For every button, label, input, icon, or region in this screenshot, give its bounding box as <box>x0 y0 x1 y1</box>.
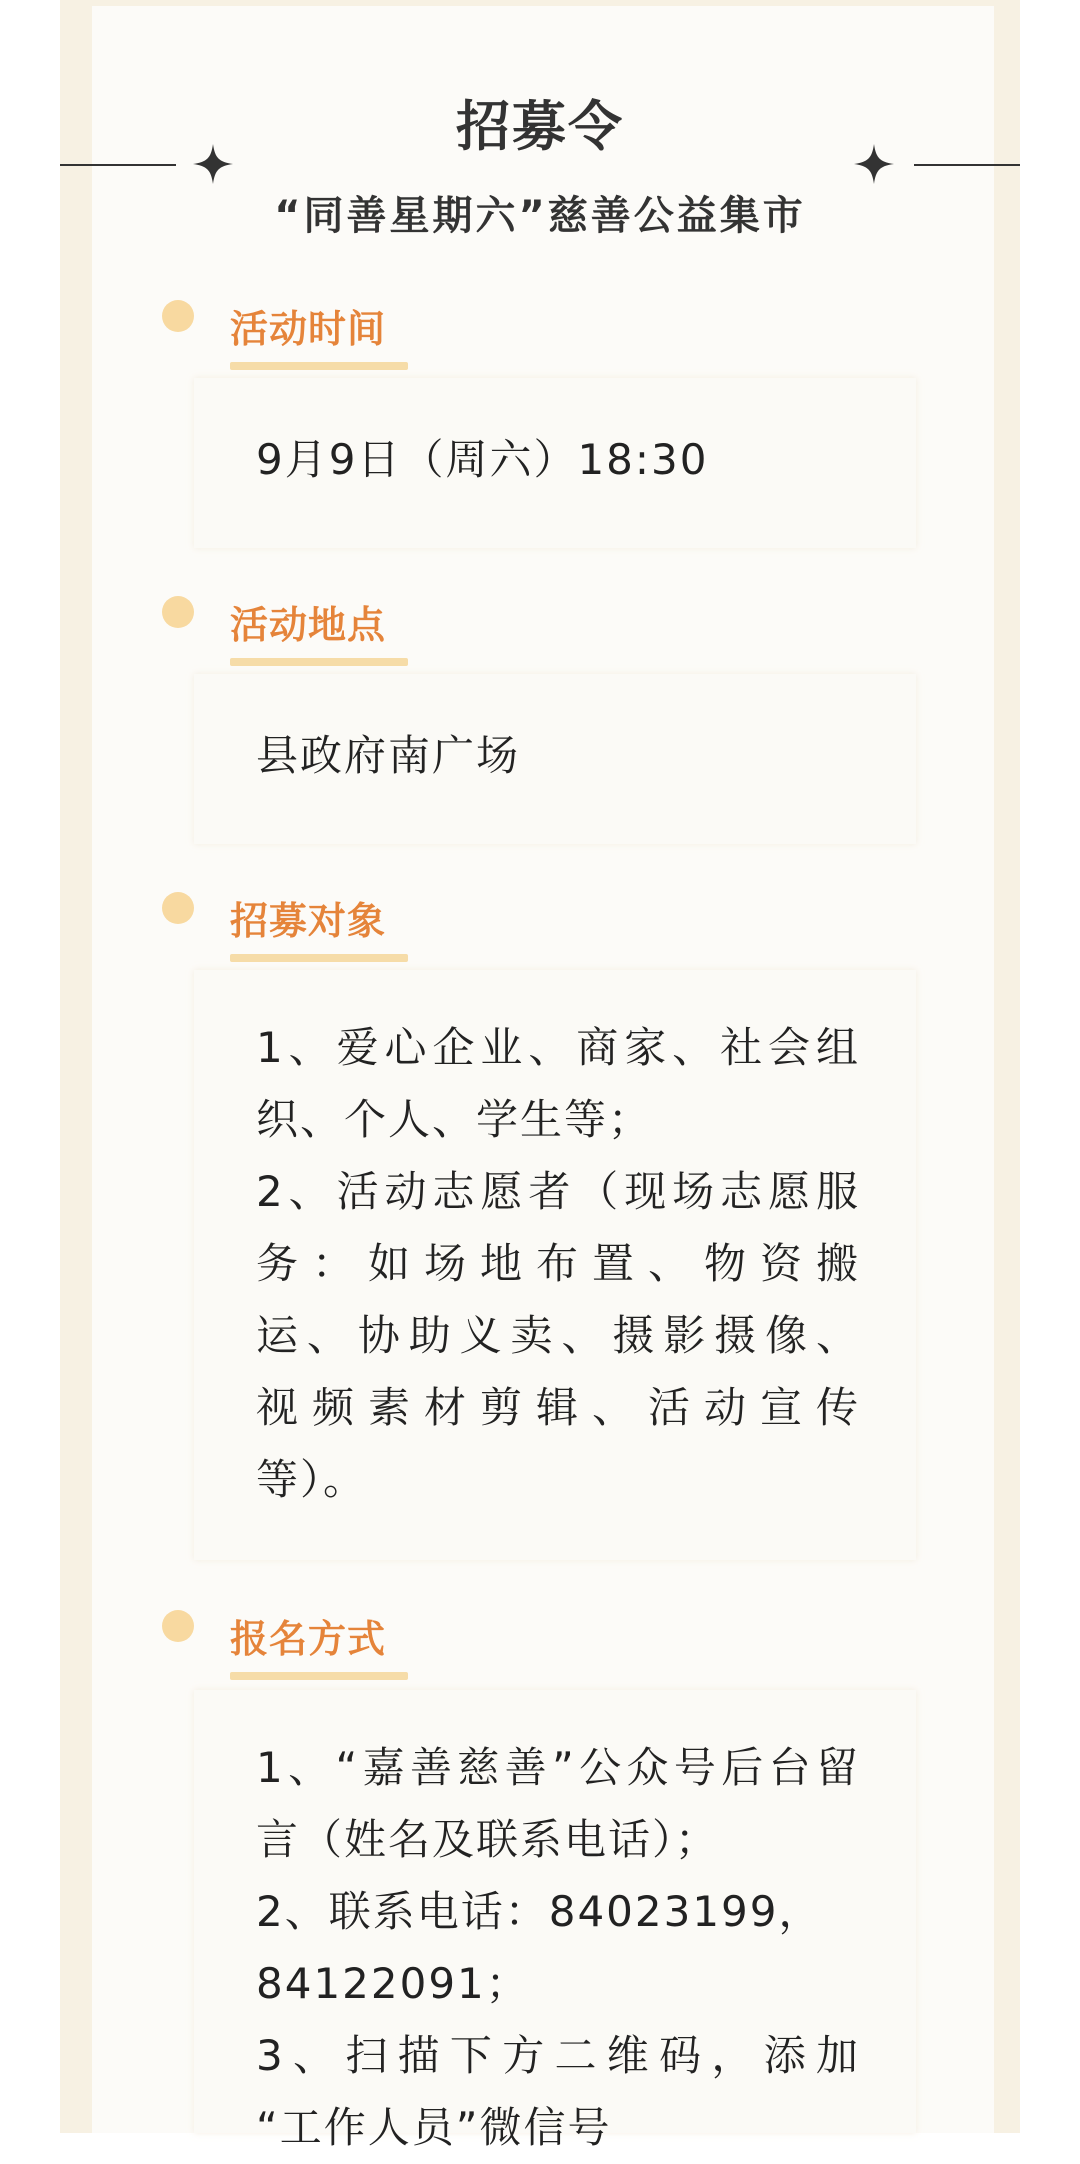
heading-underline <box>230 954 408 962</box>
content-line: 视频素材剪辑、活动宣传 <box>256 1383 860 1432</box>
section-content <box>256 1012 860 1516</box>
content-line: 织、个人、学生等； <box>256 1095 653 1144</box>
content-line: 言（姓名及联系电话）； <box>256 1815 720 1864</box>
content-line: 务：如场地布置、物资搬 <box>256 1239 860 1288</box>
heading-underline <box>230 658 408 666</box>
dot-icon <box>162 892 194 924</box>
dot-icon <box>162 596 194 628</box>
content-line: 2、联系电话：84023199， <box>256 1887 823 1936</box>
content-line: 3、扫描下方二维码，添加 <box>256 2031 860 2080</box>
content-line: 等）。 <box>256 1455 368 1504</box>
section-heading: 活动地点 <box>230 603 387 647</box>
content-line: 9月9日（周六）18:30 <box>256 435 709 484</box>
content-line: 运、协助义卖、摄影摄像、 <box>256 1311 860 1360</box>
section-heading: 招募对象 <box>230 899 387 943</box>
section-heading: 活动时间 <box>230 307 387 351</box>
page-subtitle: “同善星期六”慈善公益集市 <box>274 193 806 239</box>
content-line: “工作人员”微信号 <box>256 2103 612 2152</box>
divider-line-left <box>60 164 176 166</box>
section-content <box>256 720 860 792</box>
heading-underline <box>230 362 408 370</box>
content-line: 84122091； <box>256 1959 530 2008</box>
content-line: 1、“嘉善慈善”公众号后台留 <box>256 1743 860 1792</box>
content-line: 县政府南广场 <box>256 731 521 780</box>
section-content <box>256 424 860 496</box>
dot-icon <box>162 300 194 332</box>
divider-line-right <box>914 164 1020 166</box>
content-line: 2、活动志愿者（现场志愿服 <box>256 1167 860 1216</box>
content-line: 1、爱心企业、商家、社会组 <box>256 1023 860 1072</box>
page-title: 招募令 <box>456 95 624 158</box>
heading-underline <box>230 1672 408 1680</box>
section-content <box>256 1732 860 2164</box>
section-heading: 报名方式 <box>230 1617 387 1661</box>
dot-icon <box>162 1610 194 1642</box>
